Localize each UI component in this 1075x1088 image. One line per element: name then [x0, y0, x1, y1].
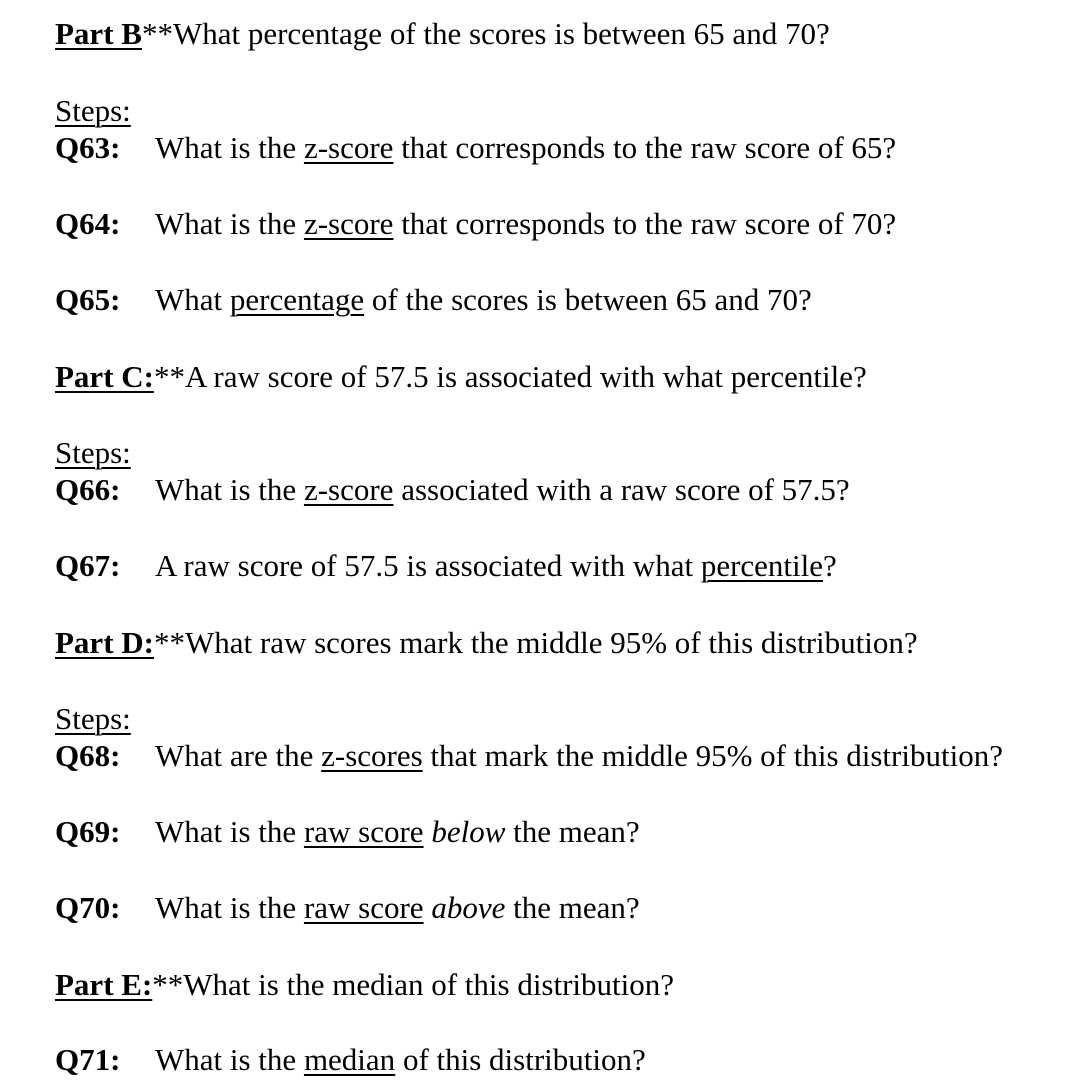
question-q69: Q69: What is the raw score below the mean? — [55, 814, 640, 849]
part-b-question: What percentage of the scores is between 65 and 70? — [172, 16, 830, 51]
part-b-label: Part B — [55, 16, 142, 51]
q69-label: Q69: — [55, 814, 121, 849]
question-q65: Q65: What percentage of the scores is between 65 and 70? — [55, 282, 812, 317]
part-c-question: A raw score of 57.5 is associated with what percentile? — [184, 359, 867, 394]
q68-label: Q68: — [55, 738, 121, 773]
question-q70: Q70: What is the raw score above the mean? — [55, 890, 640, 925]
q71-term: median — [303, 1042, 396, 1077]
question-q66: Q66: What is the z-score associated with a raw score of 57.5? — [55, 472, 850, 507]
part-c-stars: ** — [153, 359, 185, 394]
q67-term: percentile — [700, 548, 824, 583]
part-d-label: Part D: — [55, 625, 154, 660]
q70-label: Q70: — [55, 890, 121, 925]
q63-term: z-score — [303, 130, 394, 165]
question-q68: Q68: What are the z-scores that mark the middle 95% of this distribution? — [55, 738, 1003, 773]
part-d-stars: ** — [153, 625, 185, 660]
q71-label: Q71: — [55, 1042, 121, 1077]
part-e-heading — [55, 967, 674, 1003]
q70-term: raw score — [303, 890, 424, 925]
part-b-stars: ** — [141, 16, 173, 51]
q63-label: Q63: — [55, 130, 121, 165]
question-q64: Q64: What is the z-score that corresponds to the raw score of 70? — [55, 206, 897, 241]
part-e-stars: ** — [152, 967, 184, 1002]
q68-term: z-scores — [321, 738, 423, 773]
q69-term: raw score — [303, 814, 424, 849]
part-d-question: What raw scores mark the middle 95% of this distribution? — [184, 625, 918, 660]
q65-label: Q65: — [55, 282, 121, 317]
question-q63: Q63: What is the z-score that corresponds to the raw score of 65? — [55, 130, 897, 165]
part-b-heading — [55, 16, 830, 52]
question-q67: Q67: A raw score of 57.5 is associated with what percentile? — [55, 548, 837, 583]
part-e-question: What is the median of this distribution? — [183, 967, 675, 1002]
q66-term: z-score — [303, 472, 394, 507]
q69-emphasis: below — [431, 814, 506, 849]
part-d-heading — [55, 625, 918, 661]
q67-label: Q67: — [55, 548, 121, 583]
part-e-label: Part E: — [55, 967, 153, 1002]
question-q71: Q71: What is the median of this distribution? — [55, 1042, 646, 1077]
part-d-steps-label: Steps: — [55, 701, 131, 736]
q70-emphasis: above — [431, 890, 506, 925]
part-b-steps-label: Steps: — [55, 93, 131, 128]
part-c-steps-label: Steps: — [55, 435, 131, 470]
q65-term: percentage — [229, 282, 365, 317]
q64-label: Q64: — [55, 206, 121, 241]
q66-label: Q66: — [55, 472, 121, 507]
part-c-label: Part C: — [55, 359, 154, 394]
q64-term: z-score — [303, 206, 394, 241]
part-c-heading — [55, 359, 867, 395]
